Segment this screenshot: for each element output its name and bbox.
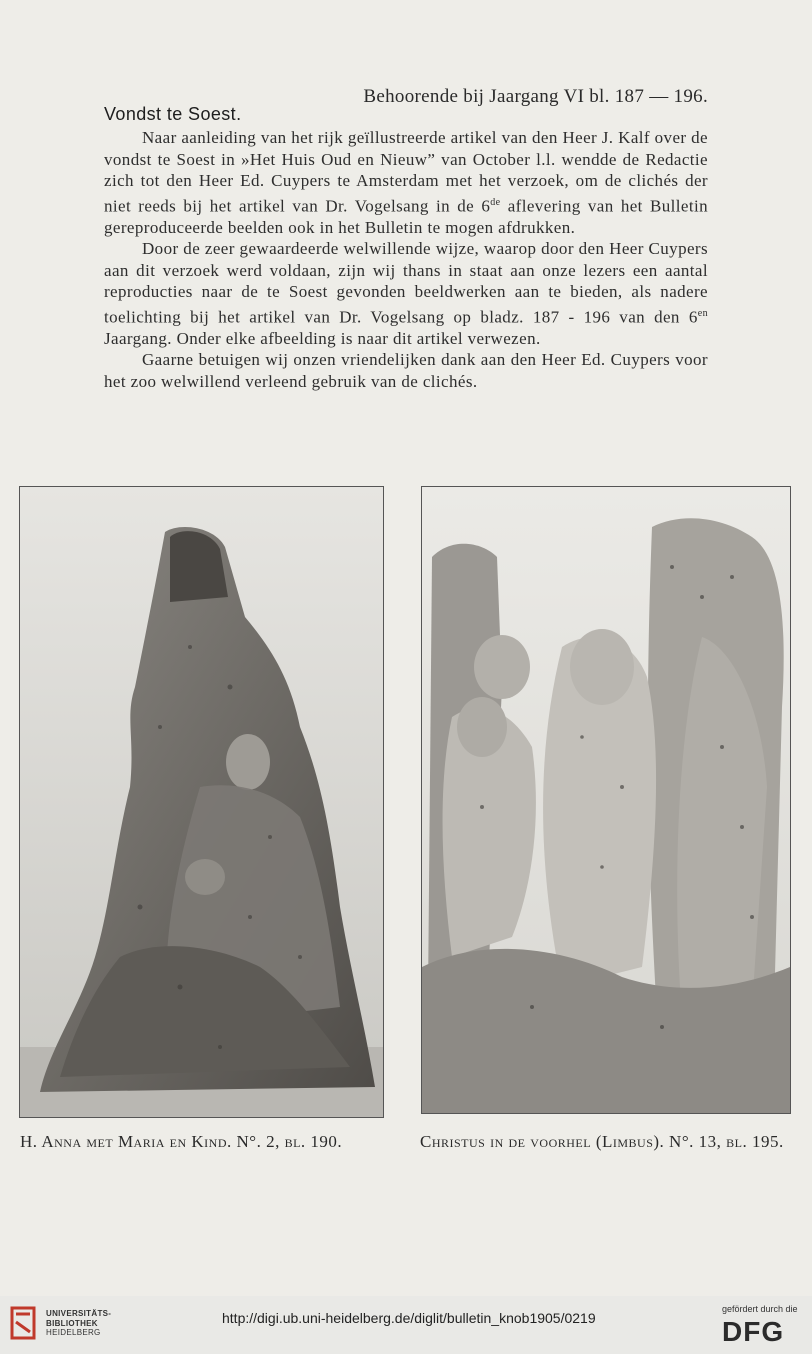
paragraph-2: Door de zeer gewaardeerde welwillende wijze, waarop door den Heer Cuypers aan dit verzoek werd voldaan, zijn wij thans in staat aan onze lezers een aantal reproducties naar de te Soest gevonden beeldwerken aan te bieden, als nadere toelichting bij het artikel van Dr. Vogelsang op bladz. 187 - 196 van den $6^{en}$ Jaargang. Onder elke afbeelding is naar dit artikel verwezen.: [104, 239, 708, 348]
sculpture-anna-image: [20, 487, 383, 1117]
running-head: Behoorende bij Jaargang VI bl. 187 — 196.: [363, 86, 708, 107]
figure-anna-plate: [19, 486, 384, 1118]
university-logo-icon: [10, 1304, 38, 1344]
figure-anna-caption: H. Anna met Maria en Kind. N°. 2, bl. 190.: [20, 1132, 343, 1151]
paragraph-1: Naar aanleiding van het rijk geïllustreerde artikel van den Heer J. Kalf over de vondst te Soest in »Het Huis Oud en Nieuw” van October l.l. wendde de Redactie zich tot den Heer Ed. Cuypers te Amsterdam met het verzoek, om de clichés der niet reeds bij het artikel van Dr. Vogelsang in de 6de aflevering van het Bulletin gereproduceerde beelden ook in het Bulletin te mogen afdrukken.: [104, 128, 708, 237]
permalink-url[interactable]: http://digi.ub.uni-heidelberg.de/diglit/bulletin_knob1905/0219: [222, 1310, 596, 1326]
library-name: UNIVERSITÄTS- BIBLIOTHEK HEIDELBERG: [46, 1309, 112, 1337]
dfg-logo: DFG: [722, 1316, 785, 1347]
funded-by-label: gefördert durch die: [722, 1304, 798, 1314]
paragraph-3: Gaarne betuigen wij onzen vriendelijken dank aan den Heer Ed. Cuypers voor het zoo welwillend verleend gebruik van de clichés.: [104, 350, 708, 391]
article-body: [104, 127, 708, 392]
article-title: Vondst te Soest.: [104, 104, 242, 124]
figure-limbus-caption: Christus in de voorhel (Limbus). N°. 13, bl. 195.: [420, 1132, 784, 1151]
sculpture-limbus-image: [422, 487, 790, 1113]
figure-limbus-plate: [421, 486, 791, 1114]
